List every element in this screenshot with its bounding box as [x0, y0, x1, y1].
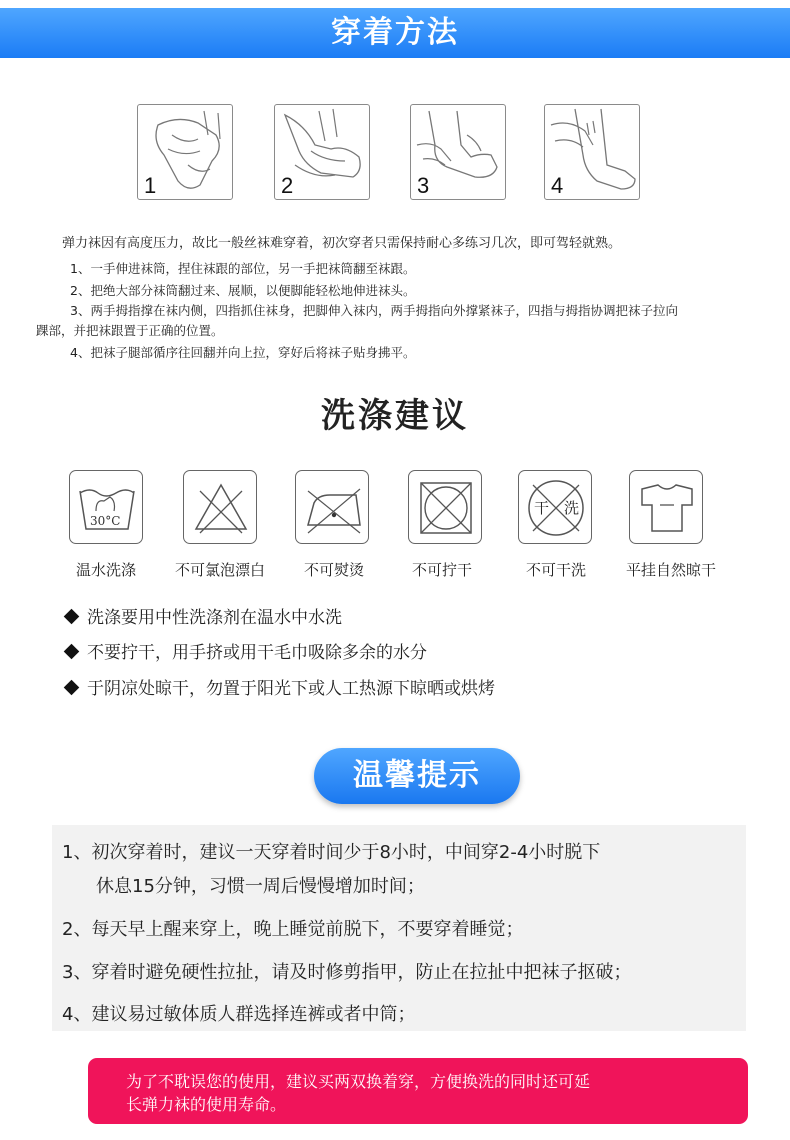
- wear-step-3-cont: 踝部，并把袜跟置于正确的位置。: [36, 323, 224, 338]
- no-iron-icon: [296, 471, 370, 545]
- care-card-hang-dry: [629, 470, 703, 544]
- care-card-no-wring: [408, 470, 482, 544]
- washing-tip: [66, 674, 495, 699]
- care-label-no-wring: 不可拧干: [411, 561, 472, 579]
- bullet-diamond-icon: [64, 608, 80, 624]
- bullet-diamond-icon: [64, 679, 80, 695]
- wear-step-4: 4、把袜子腿部循序往回翻并向上拉，穿好后将袜子贴身拂平。: [70, 345, 416, 360]
- footer-line-1: 为了不耽误您的使用，建议买两双换着穿，方便换洗的同时还可延: [126, 1072, 591, 1091]
- washing-tip-text: 于阴凉处晾干，勿置于阳光下或人工热源下晾晒或烘烤: [87, 679, 495, 699]
- dry-clean-glyph-a: 干: [534, 499, 550, 517]
- footer-line-2: 长弹力袜的使用寿命。: [126, 1095, 287, 1114]
- step-card-3: [410, 104, 506, 200]
- care-card-wash: [69, 470, 143, 544]
- washing-tip: [66, 603, 342, 628]
- notice-item-3: 3、穿着时避免硬性拉扯，请及时修剪指甲，防止在拉扯中把袜子抠破；: [62, 962, 632, 983]
- care-card-no-iron: [295, 470, 369, 544]
- page-title: 穿着方法: [331, 15, 459, 50]
- care-card-no-dry-clean: [518, 470, 592, 544]
- notice-item-2: 2、每天早上醒来穿上，晚上睡觉前脱下，不要穿着睡觉；: [62, 919, 524, 940]
- notice-item-4: 4、建议易过敏体质人群选择连裤或者中筒；: [62, 1004, 416, 1025]
- washing-tip: [66, 638, 427, 663]
- wash-temp-label: 30°C: [90, 514, 121, 528]
- care-label-no-dry-clean: 不可干洗: [525, 561, 586, 579]
- step-card-2: [274, 104, 370, 200]
- step-number: 1: [144, 173, 157, 198]
- dry-clean-glyph-b: 洗: [564, 499, 580, 517]
- step-card-1: [137, 104, 233, 200]
- hang-dry-icon: [630, 471, 704, 545]
- washing-tip-text: 不要拧干，用手挤或用干毛巾吸除多余的水分: [87, 643, 427, 663]
- notice-title-pill: 温馨提示: [314, 748, 520, 804]
- bullet-diamond-icon: [64, 643, 80, 659]
- step-number: 3: [417, 173, 430, 198]
- washing-tip-text: 洗涤要用中性洗涤剂在温水中水洗: [87, 608, 342, 628]
- care-label-wash: 温水洗涤: [75, 561, 136, 579]
- step-number: 4: [551, 173, 564, 198]
- step-card-4: [544, 104, 640, 200]
- care-label-hang-dry: 平挂自然晾干: [625, 561, 716, 579]
- care-card-no-bleach: [183, 470, 257, 544]
- no-bleach-icon: [184, 471, 258, 545]
- washing-title: 洗涤建议: [321, 396, 469, 436]
- wash-30c-icon: [70, 471, 144, 545]
- no-wring-icon: [409, 471, 483, 545]
- footer-message: [126, 1070, 726, 1116]
- wear-step-1: 1、一手伸进袜筒，捏住袜跟的部位，另一手把袜筒翻至袜跟。: [70, 261, 416, 276]
- step-number: 2: [281, 173, 294, 198]
- notice-item-1: 1、初次穿着时，建议一天穿着时间少于8小时，中间穿2-4小时脱下: [62, 842, 601, 863]
- notice-item-1-cont: 休息15分钟，习惯一周后慢慢增加时间；: [96, 876, 425, 897]
- wear-intro-text: 弹力袜因有高度压力，故比一般丝袜难穿着，初次穿者只需保持耐心多练习几次，即可驾轻就熟。: [62, 236, 622, 251]
- care-label-no-iron: 不可熨烫: [303, 561, 364, 579]
- wear-step-3: 3、两手拇指撑在袜内侧，四指抓住袜身，把脚伸入袜内，两手拇指向外撑紧袜子，四指与拇指协调把袜子拉向: [70, 303, 678, 318]
- care-label-no-bleach: 不可氯泡漂白: [174, 561, 265, 579]
- no-dry-clean-icon: [519, 471, 593, 545]
- wear-step-2: 2、把绝大部分袜筒翻过来、展顺，以便脚能轻松地伸进袜头。: [70, 283, 416, 298]
